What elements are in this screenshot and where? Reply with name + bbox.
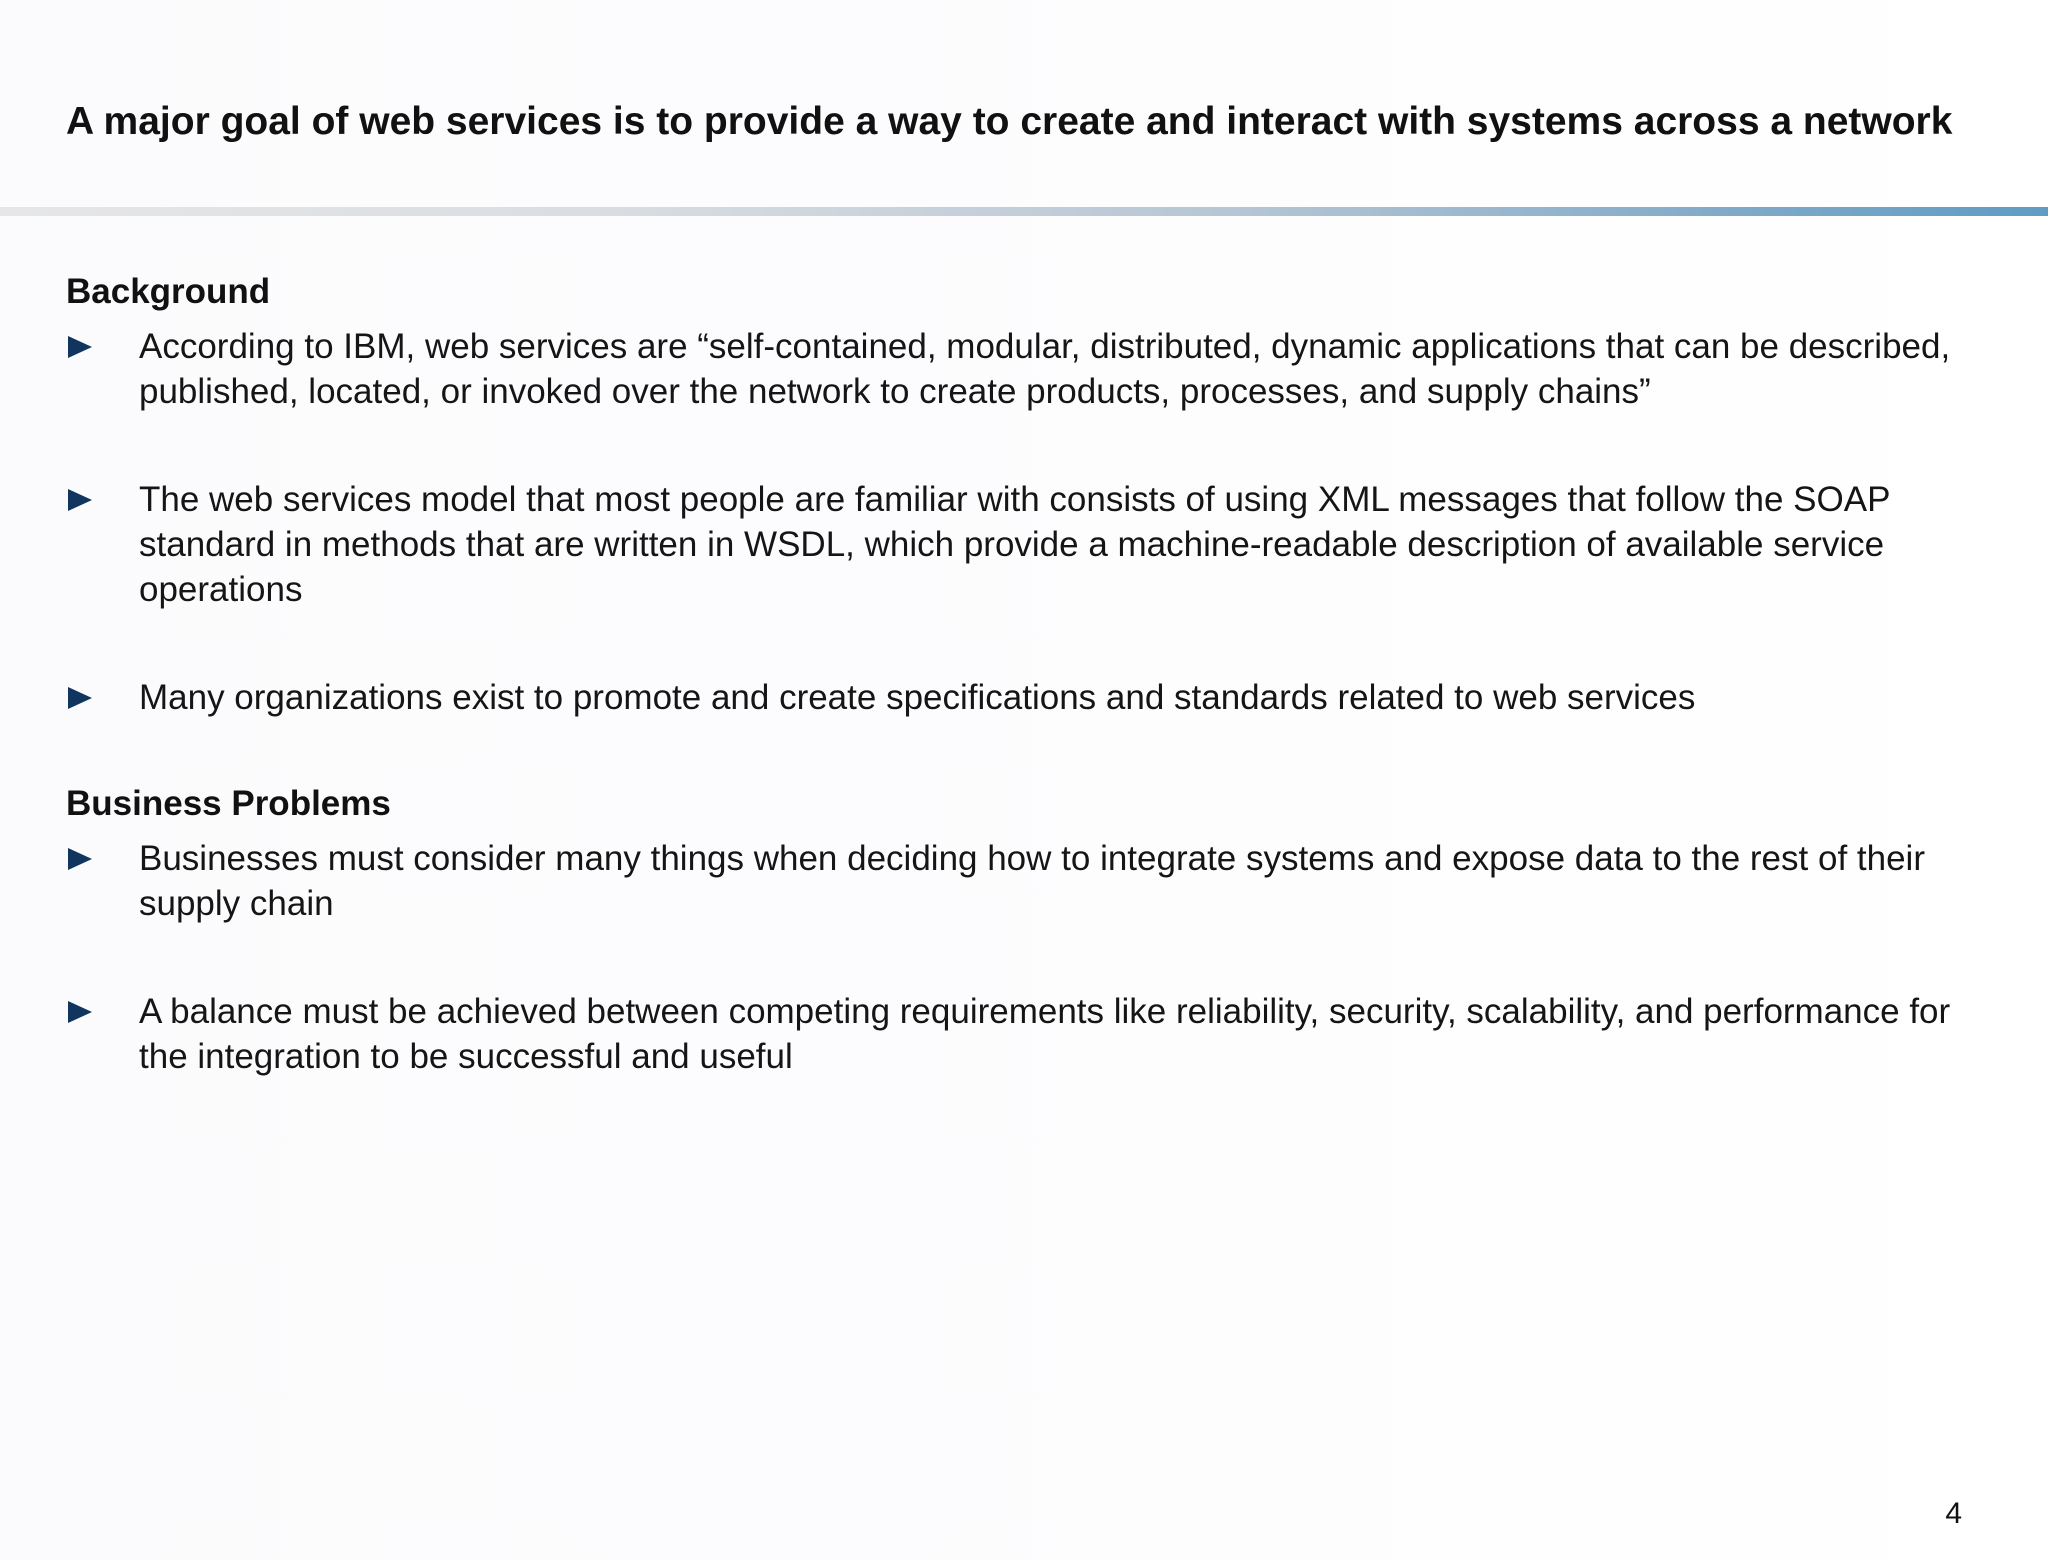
bullet-text: Many organizations exist to promote and create specifications and standards related to web services (139, 678, 1696, 717)
bullet-item (66, 675, 1986, 720)
bullet-triangle-icon (68, 848, 92, 870)
bullet-triangle-icon (68, 336, 92, 358)
bullet-text: The web services model that most people are familiar with consists of using XML messages that follow the SOAP standard in methods that are written in WSDL, which provide a machine-readable description of available service operations (139, 480, 1890, 609)
page-number: 4 (1945, 1497, 1962, 1530)
bullet-triangle-icon (68, 687, 92, 709)
section-heading-business-problems: Business Problems (66, 784, 391, 823)
bullet-item (66, 836, 1986, 926)
bullet-text: According to IBM, web services are “self-contained, modular, distributed, dynamic applications that can be described, published, located, or invoked over the network to create products, processes, and supply chains” (139, 327, 1951, 411)
bullet-item (66, 324, 1986, 414)
bullet-triangle-icon (68, 1001, 92, 1023)
title-divider (0, 207, 2048, 216)
bullet-triangle-icon (68, 489, 92, 511)
background-bullet-list (66, 324, 1986, 720)
section-heading-background: Background (66, 272, 271, 311)
bullet-text: A balance must be achieved between competing requirements like reliability, security, scalability, and performance for the integration to be successful and useful (139, 992, 1951, 1076)
bullet-text: Businesses must consider many things when deciding how to integrate systems and expose data to the rest of their supply chain (139, 839, 1925, 923)
business-problems-bullet-list (66, 836, 1986, 1079)
slide-title: A major goal of web services is to provide a way to create and interact with systems across a network (66, 100, 1953, 143)
bullet-item (66, 477, 1986, 612)
slide-content (66, 268, 1986, 1079)
bullet-item (66, 989, 1986, 1079)
